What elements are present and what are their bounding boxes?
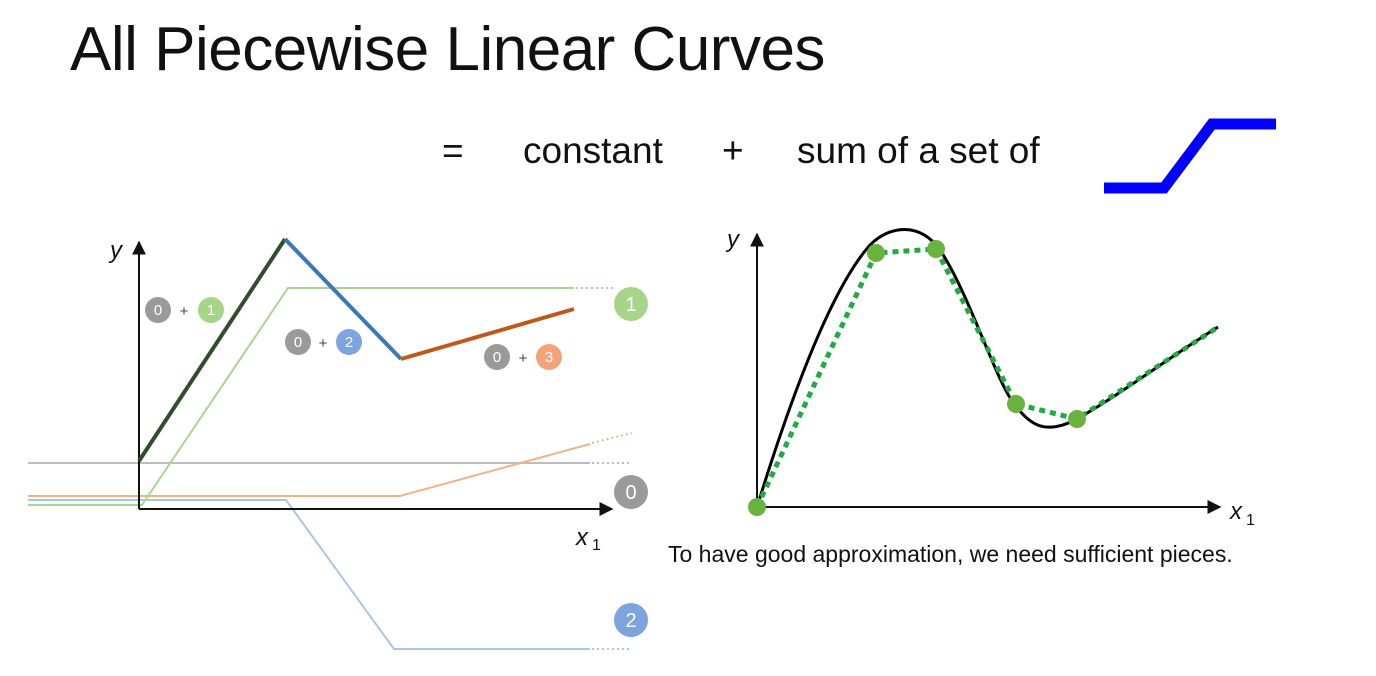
left-x-label: x <box>576 524 588 551</box>
badge-group-0-plus-2 <box>285 329 362 355</box>
badge-plus: + <box>518 350 528 367</box>
badge-group-0-plus-3 <box>484 344 562 370</box>
component-2-line <box>28 500 590 649</box>
badge-0-label: 0 <box>153 302 163 319</box>
constant-term: constant <box>523 130 663 171</box>
component-2-badge-label: 2 <box>625 610 637 632</box>
badge-1-label: 1 <box>206 302 216 319</box>
segment-1 <box>139 239 285 461</box>
component-1-line <box>28 288 574 505</box>
breakpoint <box>748 498 766 516</box>
right-x-subscript: 1 <box>1246 512 1255 529</box>
badge-plus: + <box>318 335 328 352</box>
badge-plus: + <box>179 303 189 320</box>
breakpoint <box>867 244 885 262</box>
equals-sign: = <box>442 130 464 171</box>
component-1-badge-label: 1 <box>625 294 637 316</box>
badge-0-label: 0 <box>293 334 303 351</box>
right-plot <box>725 226 1255 529</box>
sum-text: sum of a set of <box>797 130 1040 171</box>
left-plot <box>28 237 648 649</box>
breakpoint <box>1007 395 1025 413</box>
badge-group-0-plus-1 <box>145 297 224 323</box>
component-0-badge-label: 0 <box>625 482 637 504</box>
right-x-label: x <box>1230 498 1242 525</box>
badge-2-label: 2 <box>344 334 354 351</box>
badge-3-label: 3 <box>544 349 554 366</box>
smooth-curve <box>757 229 1218 507</box>
plus-sign: + <box>722 130 744 171</box>
breakpoint <box>927 240 945 258</box>
breakpoint <box>1068 410 1086 428</box>
badge-0-label: 0 <box>492 349 502 366</box>
hard-sigmoid-icon <box>1104 124 1276 188</box>
left-y-label: y <box>110 237 122 264</box>
left-x-subscript: 1 <box>592 537 601 554</box>
component-3-line <box>28 444 590 496</box>
piecewise-approximation <box>757 249 1218 507</box>
caption: To have good approximation, we need sufficient pieces. <box>668 541 1233 567</box>
right-y-label: y <box>727 226 739 253</box>
slide-title: All Piecewise Linear Curves <box>70 15 825 84</box>
component-3-dotted <box>592 433 632 443</box>
